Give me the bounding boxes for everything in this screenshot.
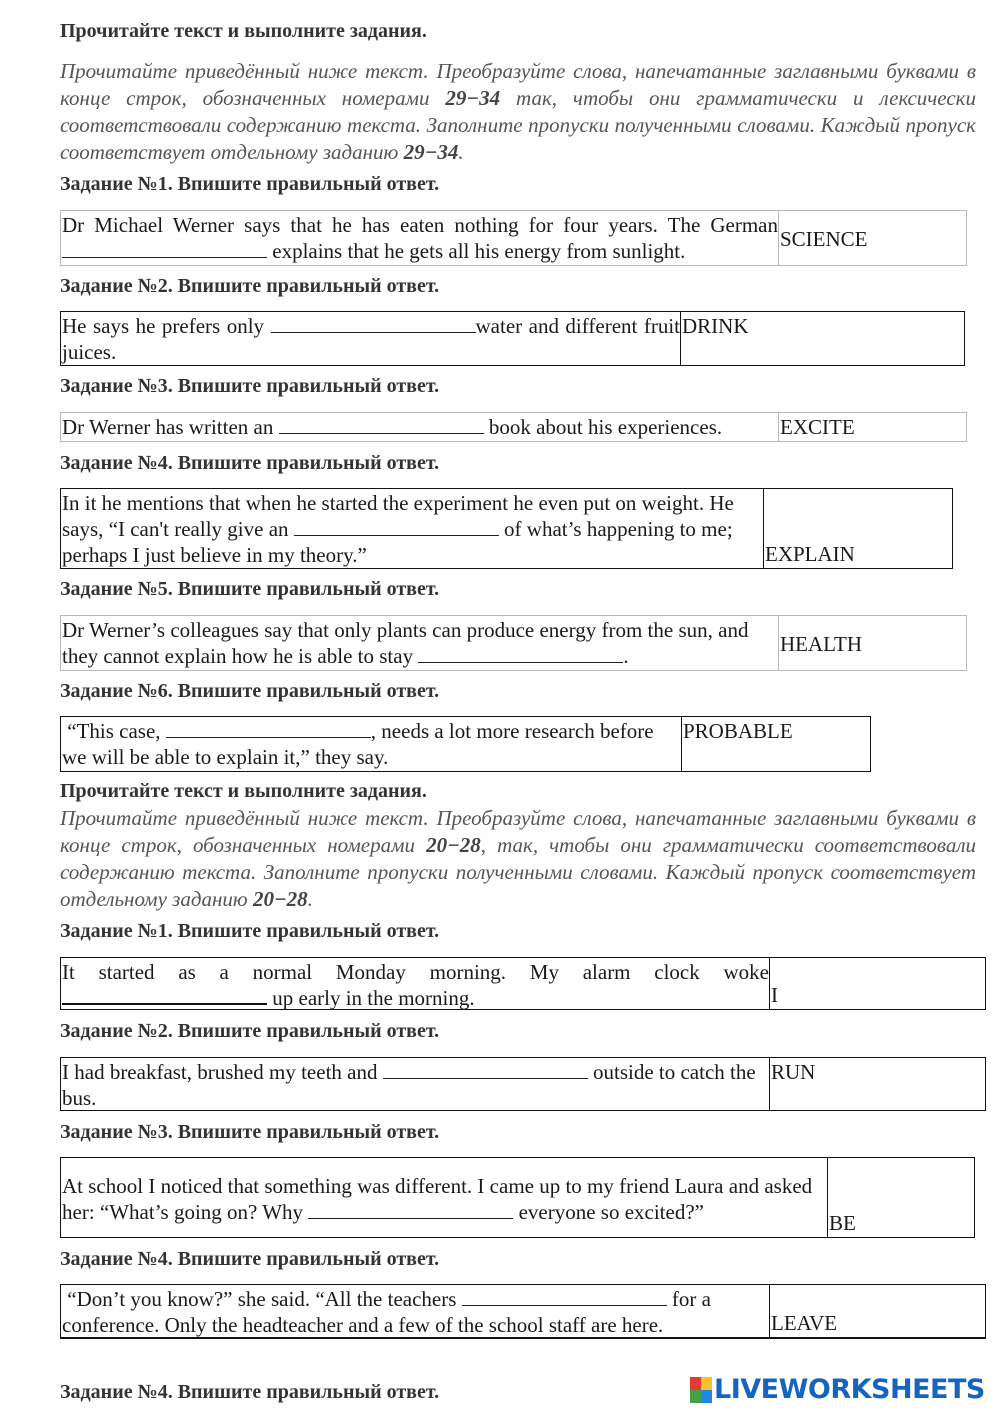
task-box-leave bbox=[60, 1284, 986, 1339]
task-box-excite bbox=[60, 412, 967, 442]
task-sentence: “Don’t you know?” she said. “All the teachers for a conference. Only the headteacher and a few of the school staff are here. bbox=[62, 1287, 717, 1337]
task-sentence: Dr Werner’s colleagues say that only plants can produce energy from the sun, and they cannot explain how he is able to stay . bbox=[62, 618, 749, 668]
section-heading-2: Прочитайте текст и выполните задания. bbox=[60, 780, 427, 802]
task-label: Задание №3. Впишите правильный ответ. bbox=[60, 375, 440, 397]
answer-blank[interactable] bbox=[462, 1287, 667, 1306]
keyword: BE bbox=[827, 1158, 974, 1237]
task-label: Задание №2. Впишите правильный ответ. bbox=[60, 275, 440, 297]
keyword: I bbox=[769, 958, 985, 1009]
task-label: Задание №5. Впишите правильный ответ. bbox=[60, 578, 440, 600]
task-label: Задание №4. Впишите правильный ответ. bbox=[60, 452, 440, 474]
task-label: Задание №1. Впишите правильный ответ. bbox=[60, 173, 440, 195]
task-label: Задание №1. Впишите правильный ответ. bbox=[60, 920, 440, 942]
task-sentence: “This case, , needs a lot more research before we will be able to explain it,” they say. bbox=[62, 719, 659, 769]
keyword: PROBABLE bbox=[681, 717, 870, 771]
task-label: Задание №4. Впишите правильный ответ. bbox=[60, 1381, 440, 1403]
task-sentence: He says he prefers only water and different fruit juices. bbox=[62, 314, 680, 364]
task-sentence: At school I noticed that something was different. I came up to my friend Laura and asked her: “What’s going on? Why everyone so excited?” bbox=[62, 1174, 813, 1224]
logo-grid-icon bbox=[690, 1377, 712, 1403]
instructions-2: Прочитайте приведённый ниже текст. Преобразуйте слова, напечатанные заглавными буквами в конце строк, обозначенных номерами 20−28, так, чтобы они грамматически соответствовали содержанию текста. Заполните пропуски полученными словами. Каждый пропуск соответствует отдельному заданию 20−28. bbox=[60, 806, 976, 911]
liveworksheets-logo[interactable] bbox=[690, 1374, 985, 1405]
answer-blank[interactable] bbox=[62, 985, 267, 1005]
answer-blank[interactable] bbox=[294, 517, 499, 536]
task-box-health bbox=[60, 615, 967, 671]
task-box-probable bbox=[60, 716, 871, 772]
task-box-science bbox=[60, 210, 967, 266]
task-box-drink bbox=[60, 311, 965, 366]
task-box-be bbox=[60, 1157, 975, 1238]
task-sentence: In it he mentions that when he started the experiment he even put on weight. He says, “I can't really give an of what’s happening to me; perhaps I just believe in my theory.” bbox=[62, 491, 734, 567]
answer-blank[interactable] bbox=[279, 415, 484, 434]
task-label: Задание №4. Впишите правильный ответ. bbox=[60, 1248, 440, 1270]
task-sentence: I had breakfast, brushed my teeth and outside to catch the bus. bbox=[62, 1060, 756, 1110]
answer-blank[interactable] bbox=[166, 719, 371, 738]
keyword: RUN bbox=[769, 1058, 985, 1110]
keyword: HEALTH bbox=[778, 616, 966, 670]
task-box-explain bbox=[60, 488, 953, 569]
task-box-run bbox=[60, 1057, 986, 1111]
task-label: Задание №6. Впишите правильный ответ. bbox=[60, 680, 440, 702]
keyword: EXCITE bbox=[778, 413, 966, 441]
keyword: LEAVE bbox=[769, 1285, 985, 1337]
task-sentence: Dr Michael Werner says that he has eaten nothing for four years. The German explains that he gets all his energy from sunlight. bbox=[62, 213, 778, 263]
answer-blank[interactable] bbox=[308, 1200, 513, 1219]
answer-blank[interactable] bbox=[271, 314, 476, 333]
keyword: SCIENCE bbox=[778, 211, 966, 265]
section-heading-1: Прочитайте текст и выполните задания. bbox=[60, 20, 427, 42]
task-sentence: It started as a normal Monday morning. My alarm clock woke up early in the morning. bbox=[62, 960, 769, 1010]
answer-blank[interactable] bbox=[418, 644, 623, 663]
task-label: Задание №3. Впишите правильный ответ. bbox=[60, 1121, 440, 1143]
keyword: EXPLAIN bbox=[763, 489, 952, 568]
task-label: Задание №2. Впишите правильный ответ. bbox=[60, 1020, 440, 1042]
task-box-i bbox=[60, 957, 986, 1010]
task-sentence: Dr Werner has written an book about his experiences. bbox=[62, 415, 723, 439]
instructions-1: Прочитайте приведённый ниже текст. Преобразуйте слова, напечатанные заглавными буквами в конце строк, обозначенных номерами 29−34 так, чтобы они грамматически и лексически соответствовали содержанию текста. Заполните пропуски полученными словами. Каждый пропуск соответствует отдельному заданию 29−34. bbox=[60, 59, 976, 164]
keyword: DRINK bbox=[680, 312, 964, 365]
answer-blank[interactable] bbox=[383, 1060, 588, 1079]
brand-name: LIVEWORKSHEETS bbox=[714, 1374, 985, 1405]
answer-blank[interactable] bbox=[62, 239, 267, 258]
